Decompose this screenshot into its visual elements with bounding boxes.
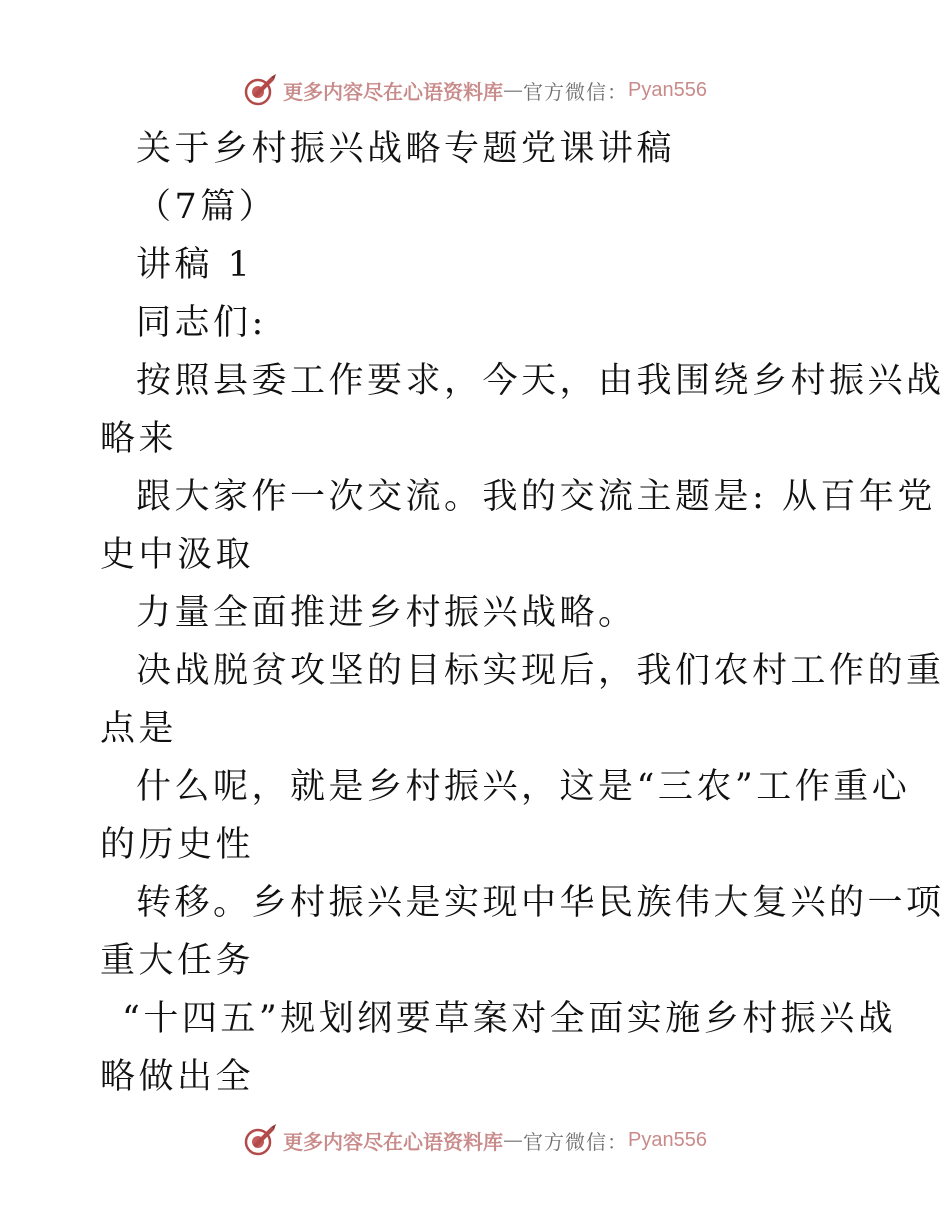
- body-line: 力量全面推进乡村振兴战略。: [136, 593, 637, 633]
- body-line: 按照县委工作要求，今天，由我围绕乡村振兴战: [136, 361, 945, 401]
- header-watermark: [0, 70, 950, 110]
- quill-seal-icon: [243, 73, 277, 107]
- body-line: 略来: [100, 419, 178, 459]
- document-body: [100, 352, 945, 1106]
- salutation: 同志们:: [136, 303, 267, 343]
- body-line: 决战脱贫攻坚的目标实现后，我们农村工作的重: [136, 651, 945, 691]
- body-line: 略做出全: [100, 1057, 255, 1097]
- body-line: “十四五”规划纲要草案对全面实施乡村振兴战: [122, 999, 897, 1039]
- document-page: [100, 120, 945, 1106]
- body-line: 重大任务: [100, 941, 255, 981]
- quill-seal-icon: [243, 1123, 277, 1157]
- watermark-wechat-id: Pyan556: [628, 78, 707, 101]
- watermark-brand-text: 更多内容尽在心语资料库: [283, 1129, 504, 1154]
- body-line: 跟大家作一次交流。我的交流主题是: 从百年党: [136, 477, 936, 517]
- watermark-wechat-id: Pyan556: [628, 1128, 707, 1151]
- document-subtitle: （7篇）: [136, 187, 278, 227]
- document-title: 关于乡村振兴战略专题党课讲稿: [136, 129, 676, 169]
- body-line: 转移。乡村振兴是实现中华民族伟大复兴的一项: [136, 883, 945, 923]
- footer-watermark: [0, 1120, 950, 1160]
- body-line: 的历史性: [100, 825, 255, 865]
- body-line: 点是: [100, 709, 178, 749]
- section-label: 讲稿 1: [136, 245, 254, 285]
- watermark-separator: —: [503, 1128, 524, 1152]
- watermark-brand-text: 更多内容尽在心语资料库: [283, 79, 504, 104]
- watermark-separator: —: [503, 78, 524, 102]
- watermark-label: 官方微信：: [523, 1129, 629, 1154]
- body-line: 史中汲取: [100, 535, 255, 575]
- watermark-label: 官方微信：: [523, 79, 629, 104]
- body-line: 什么呢，就是乡村振兴，这是“三农”工作重心: [136, 767, 911, 807]
